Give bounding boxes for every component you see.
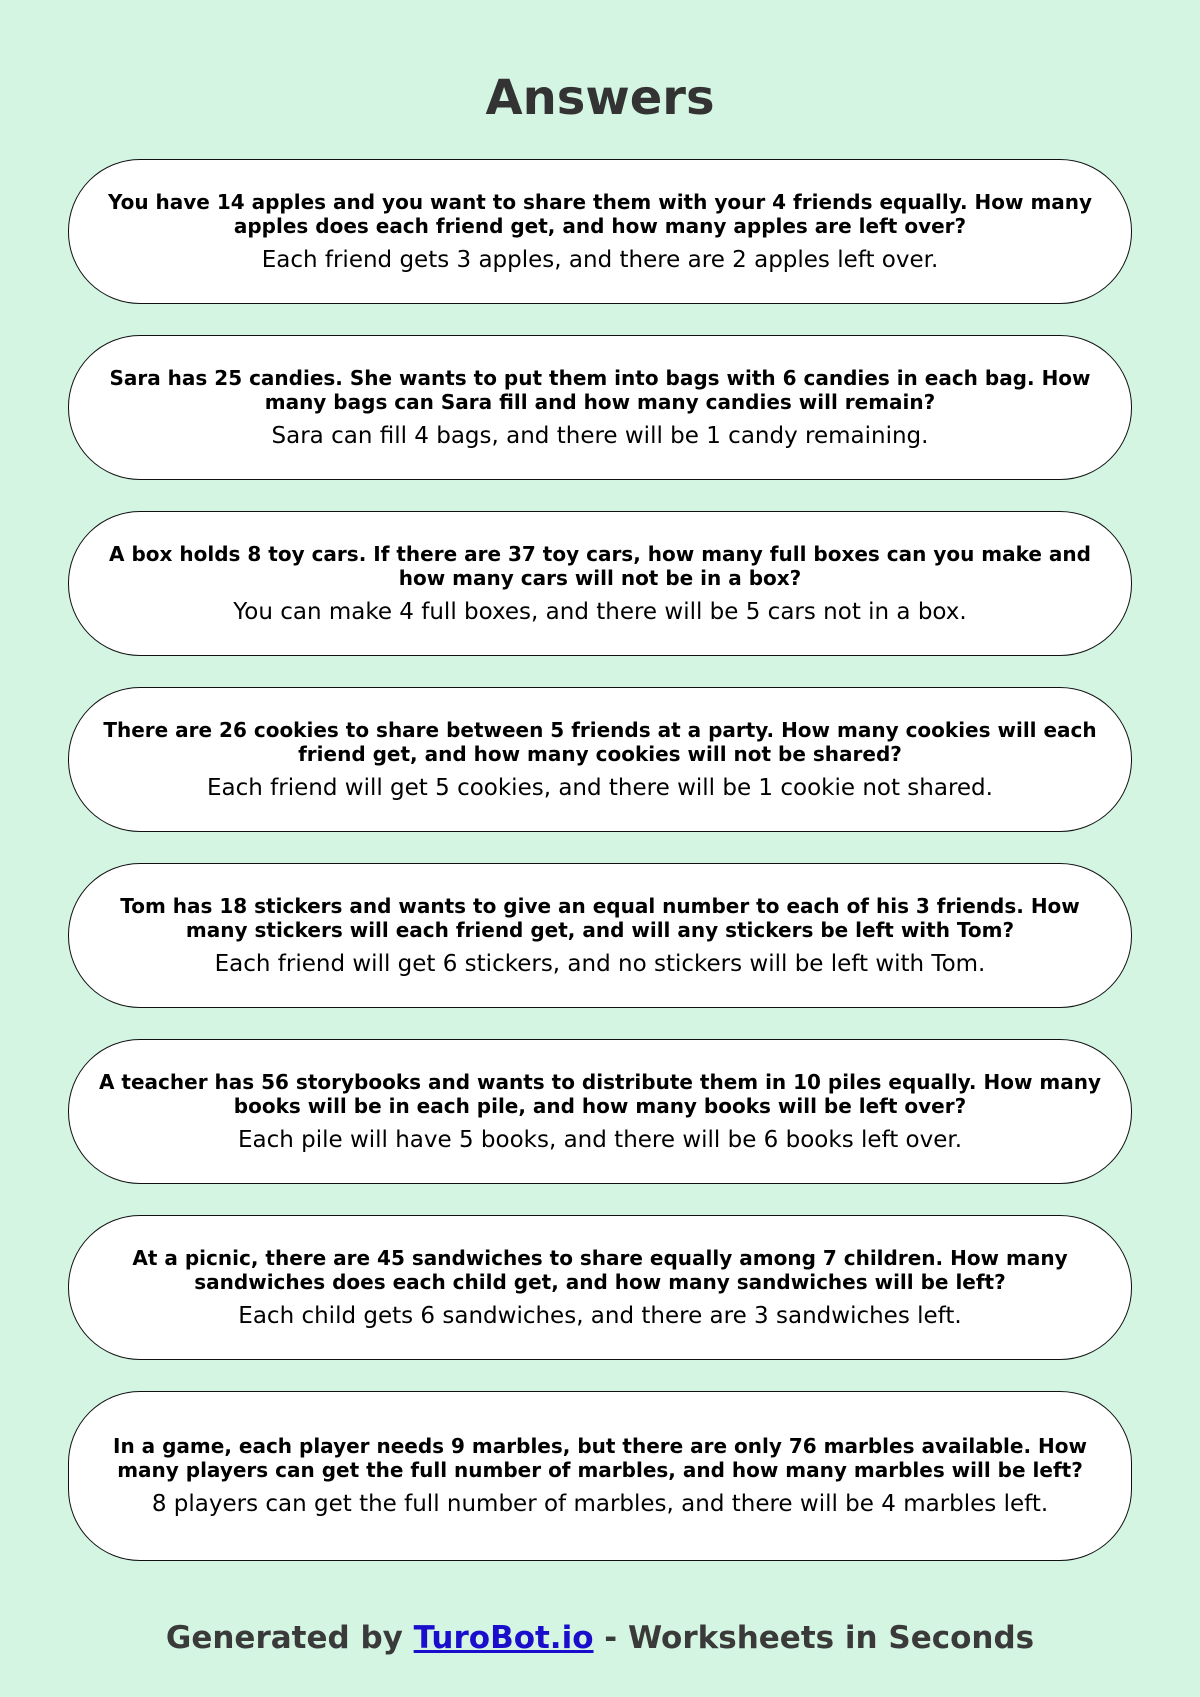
answer-text: 8 players can get the full number of marbles, and there will be 4 marbles left.: [151, 1491, 1049, 1517]
question-text: Tom has 18 stickers and wants to give an equal number to each of his 3 friends. How many stickers will each friend get, and will any stickers be left with Tom?: [120, 893, 1080, 942]
answer-card-3: [68, 511, 1132, 656]
question-text: There are 26 cookies to share between 5 friends at a party. How many cookies will each friend get, and how many cookies will not be shared?: [103, 717, 1097, 766]
page-title: Answers: [485, 70, 715, 126]
turobot-link[interactable]: TuroBot.io: [413, 1620, 594, 1656]
answer-card-6: [68, 1039, 1132, 1184]
question-text: At a picnic, there are 45 sandwiches to share equally among 7 children. How many sandwiches does each child get, and how many sandwiches will be left?: [132, 1245, 1068, 1294]
answer-card-8: [68, 1391, 1132, 1561]
question-text: A box holds 8 toy cars. If there are 37 toy cars, how many full boxes can you make and how many cars will not be in a box?: [109, 541, 1091, 590]
answer-text: You can make 4 full boxes, and there will be 5 cars not in a box.: [233, 598, 967, 625]
answer-card-2: [68, 335, 1132, 480]
answer-card-7: [68, 1215, 1132, 1360]
question-text: In a game, each player needs 9 marbles, but there are only 76 marbles available. How many players can get the full number of marbles, and how many marbles will be left?: [113, 1434, 1087, 1482]
answer-card-1: [68, 159, 1132, 304]
answer-list: [68, 159, 1132, 1592]
footer-suffix: - Worksheets in Seconds: [593, 1620, 1035, 1656]
answer-text: Each friend will get 5 cookies, and there will be 1 cookie not shared.: [207, 774, 993, 801]
answer-text: Sara can fill 4 bags, and there will be 1 candy remaining.: [271, 422, 929, 449]
answer-card-4: [68, 687, 1132, 832]
question-text: Sara has 25 candies. She wants to put them into bags with 6 candies in each bag. How many bags can Sara fill and how many candies will remain?: [109, 365, 1091, 414]
answer-card-5: [68, 863, 1132, 1008]
question-text: A teacher has 56 storybooks and wants to distribute them in 10 piles equally. How many books will be in each pile, and how many books will be left over?: [98, 1069, 1102, 1118]
answer-text: Each pile will have 5 books, and there will be 6 books left over.: [237, 1126, 963, 1153]
answer-text: Each child gets 6 sandwiches, and there are 3 sandwiches left.: [238, 1302, 962, 1329]
question-text: You have 14 apples and you want to share them with your 4 friends equally. How many apples does each friend get, and how many apples are left over?: [107, 189, 1093, 238]
footer-credit: [0, 1618, 1200, 1658]
answer-text: Each friend will get 6 stickers, and no stickers will be left with Tom.: [214, 950, 986, 977]
footer-prefix: Generated by: [165, 1620, 414, 1656]
answer-text: Each friend gets 3 apples, and there are 2 apples left over.: [261, 246, 939, 273]
